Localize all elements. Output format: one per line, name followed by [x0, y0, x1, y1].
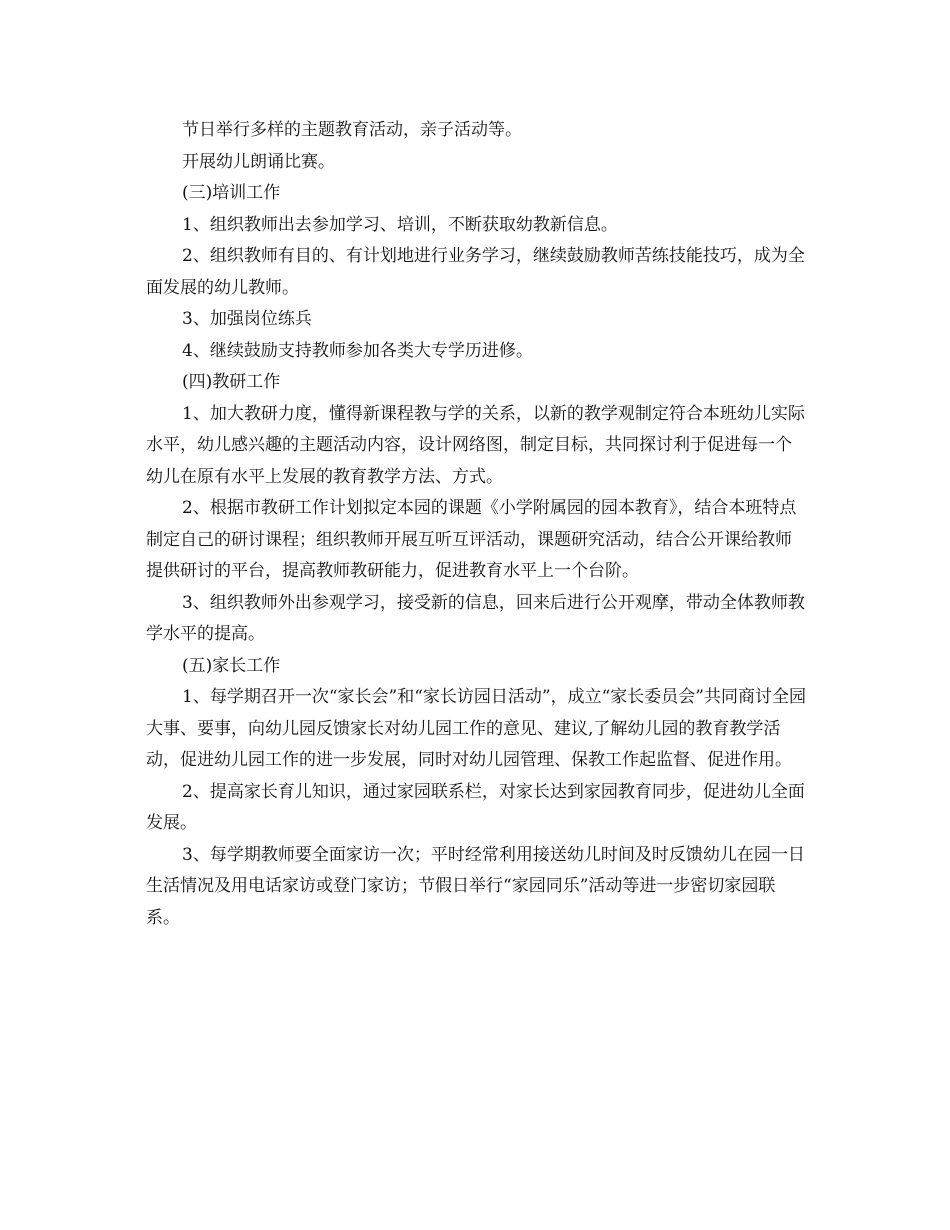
- paragraph-parents-3: 3、每学期教师要全面家访一次；平时经常利用接送幼儿时间及时反馈幼儿在园一日生活情况及用电话家访或登门家访；节假日举行“家园同乐”活动等进一步密切家园联系。: [146, 844, 805, 928]
- paragraph-2: 开展幼儿朗诵比赛。: [182, 151, 335, 172]
- section-heading-research: (四)教研工作: [182, 372, 281, 392]
- paragraph-research-2: 2、根据市教研工作计划拟定本园的课题《小学附属园的园本教育》，结合本班特点制定自己的研讨课程；组织教师开展互听互评活动，课题研究活动，结合公开课给教师提供研讨的平台，提高教师教研能力，促进教育水平上一个台阶。: [146, 498, 797, 581]
- paragraph-training-1: 1、组织教师出去参加学习、培训，不断获取幼教新信息。: [182, 214, 618, 235]
- paragraph-training-2: 2、组织教师有目的、有计划地进行业务学习，继续鼓励教师苦练技能技巧，成为全面发展的幼儿教师。: [146, 246, 805, 298]
- section-heading-training: (三)培训工作: [182, 183, 281, 203]
- paragraph-training-3: 3、加强岗位练兵: [182, 309, 312, 329]
- paragraph-1: 节日举行多样的主题教育活动，亲子活动等。: [182, 120, 522, 140]
- paragraph-training-4: 4、继续鼓励支持教师参加各类大专学历进修。: [182, 340, 533, 361]
- section-heading-parents: (五)家长工作: [182, 655, 281, 676]
- paragraph-research-3: 3、组织教师外出参观学习，接受新的信息，回来后进行公开观摩，带动全体教师教学水平的提高。: [146, 592, 805, 644]
- paragraph-parents-1: 1、每学期召开一次“家长会”和“家长访园日活动”，成立“家长委员会”共同商讨全园大事、要事，向幼儿园反馈家长对幼儿园工作的意见、建议,了解幼儿园的教育教学活动，促进幼儿园工作的进一步发展，同时对幼儿园管理、保教工作起监督、促进作用。: [146, 687, 806, 770]
- paragraph-research-1: 1、加大教研力度，懂得新课程教与学的关系，以新的教学观制定符合本班幼儿实际水平，幼儿感兴趣的主题活动内容，设计网络图，制定目标，共同探讨利于促进每一个幼儿在原有水平上发展的教育教学方法、方式。: [146, 403, 805, 487]
- paragraph-parents-2: 2、提高家长育儿知识，通过家园联系栏，对家长达到家园教育同步，促进幼儿全面发展。: [146, 781, 805, 833]
- document-body: [146, 115, 806, 934]
